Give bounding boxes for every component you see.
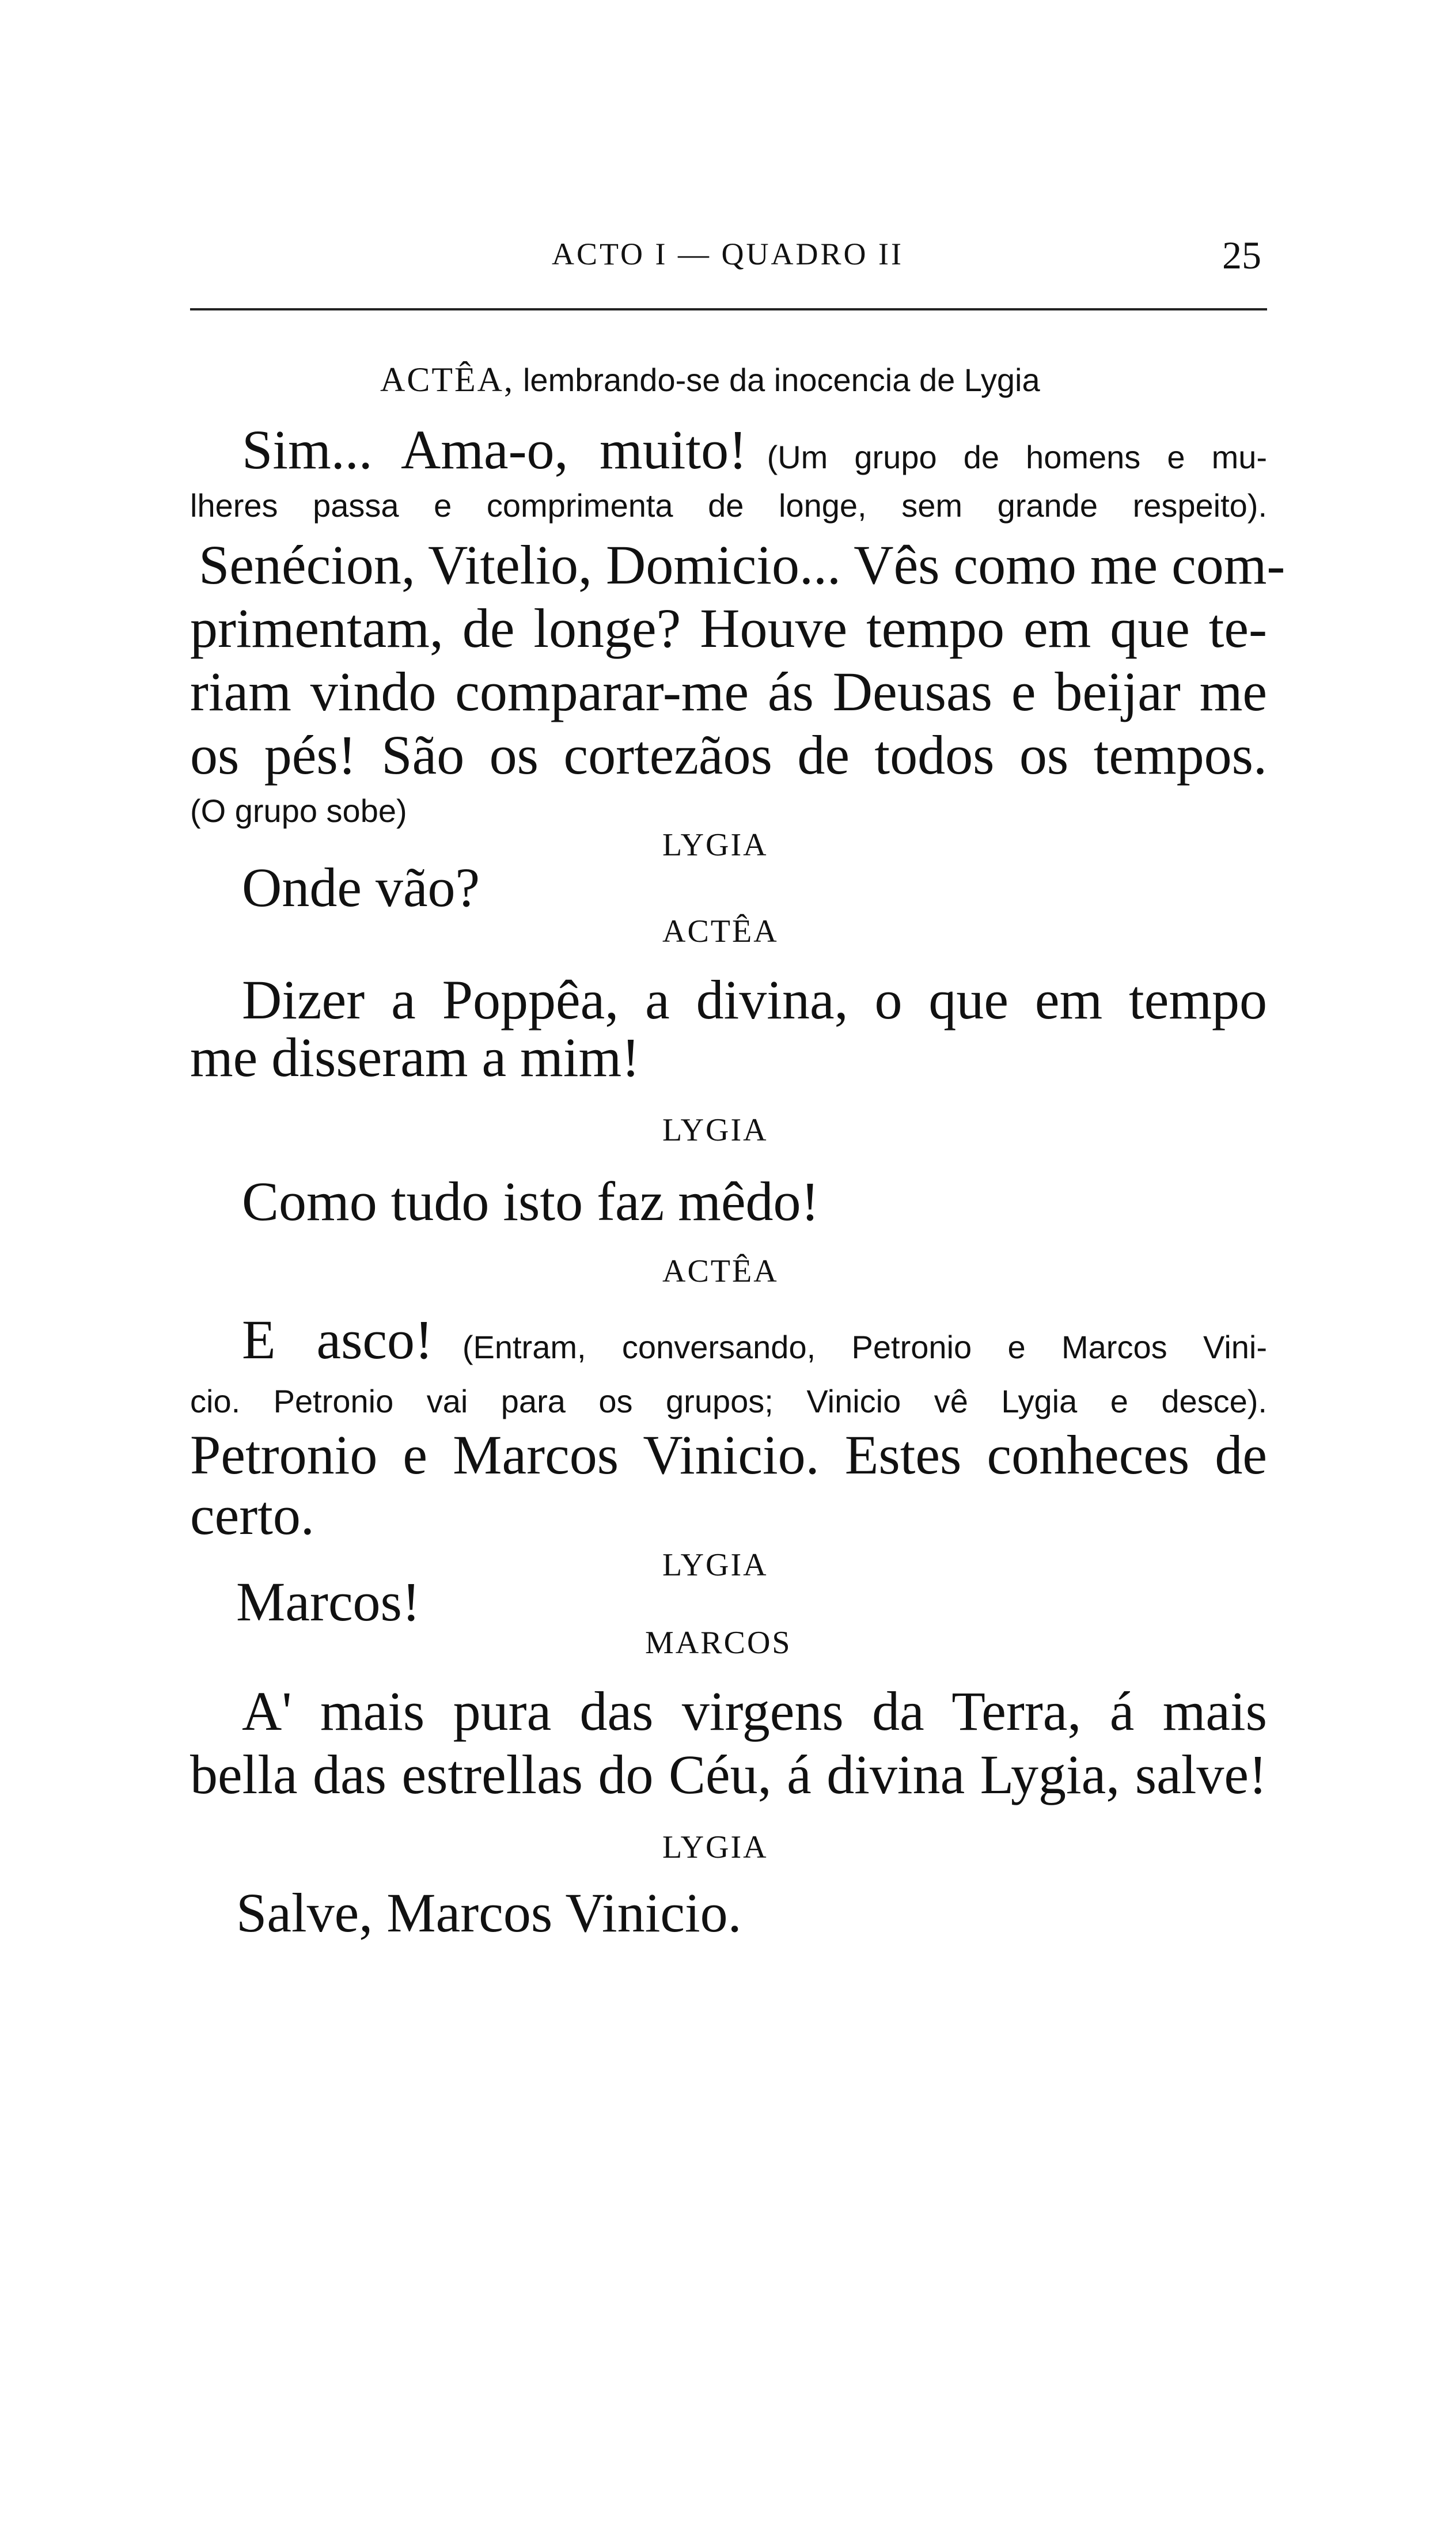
header-rule bbox=[190, 308, 1267, 310]
dialogue-line: Salve, Marcos Vinicio. bbox=[236, 1882, 742, 1944]
stage-direction: (Um grupo de homens e mu- bbox=[767, 439, 1268, 475]
stage-direction-line: (O grupo sobe) bbox=[190, 793, 407, 829]
dialogue-line: Marcos! bbox=[236, 1571, 420, 1632]
stage-direction: (Entram, conversando, Petronio e Marcos Vini- bbox=[462, 1329, 1268, 1365]
dialogue-line: riam vindo comparar-me ás Deusas e beijar me bbox=[190, 661, 1267, 722]
page-number: 25 bbox=[1222, 233, 1261, 277]
dialogue-line: Senécion, Vitelio, Domicio... Vês como me com- bbox=[199, 534, 1286, 596]
stage-direction: lembrando-se da inocencia de Lygia bbox=[522, 362, 1040, 398]
dialogue-line: Onde vão? bbox=[242, 857, 480, 918]
speaker-name: ACTÊA, bbox=[380, 361, 514, 399]
speaker-caption-actea bbox=[380, 360, 1040, 400]
speaker-name: LYGIA bbox=[662, 827, 768, 863]
dialogue-line: Petronio e Marcos Vinicio. Estes conheces de bbox=[190, 1424, 1267, 1486]
dialogue-line: Sim... Ama-o, muito! (Um grupo de homens e mu- bbox=[242, 419, 1268, 480]
dialogue-line: me disseram a mim! bbox=[190, 1026, 640, 1088]
speaker-name: LYGIA bbox=[662, 1829, 768, 1865]
speaker-name: MARCOS bbox=[645, 1625, 792, 1661]
dialogue-line: bella das estrellas do Céu, á divina Lygia, salve! bbox=[190, 1744, 1267, 1805]
dialogue-line: certo. bbox=[190, 1484, 314, 1546]
dialogue-line: Dizer a Poppêa, a divina, o que em tempo bbox=[242, 969, 1267, 1031]
dialogue-line: A' mais pura das virgens da Terra, á mais bbox=[242, 1680, 1267, 1742]
dialogue-line: E asco! (Entram, conversando, Petronio e Marcos Vini- bbox=[242, 1309, 1268, 1370]
dialogue-line: os pés! São os cortezãos de todos os tempos. bbox=[190, 724, 1267, 786]
stage-direction-line: cio. Petronio vai para os grupos; Vinicio vê Lygia e desce). bbox=[190, 1383, 1267, 1419]
header-title: ACTO I — QUADRO II bbox=[552, 237, 904, 271]
speaker-name: ACTÊA bbox=[662, 1253, 779, 1289]
speaker-name: LYGIA bbox=[662, 1547, 768, 1583]
speaker-name: LYGIA bbox=[662, 1112, 768, 1148]
running-header bbox=[190, 233, 1267, 288]
speaker-name: ACTÊA bbox=[662, 914, 779, 949]
dialogue-line: Como tudo isto faz mêdo! bbox=[242, 1170, 820, 1232]
dialogue-line: primentam, de longe? Houve tempo em que te- bbox=[190, 597, 1267, 659]
stage-direction-line: lheres passa e comprimenta de longe, sem grande respeito). bbox=[190, 487, 1267, 524]
